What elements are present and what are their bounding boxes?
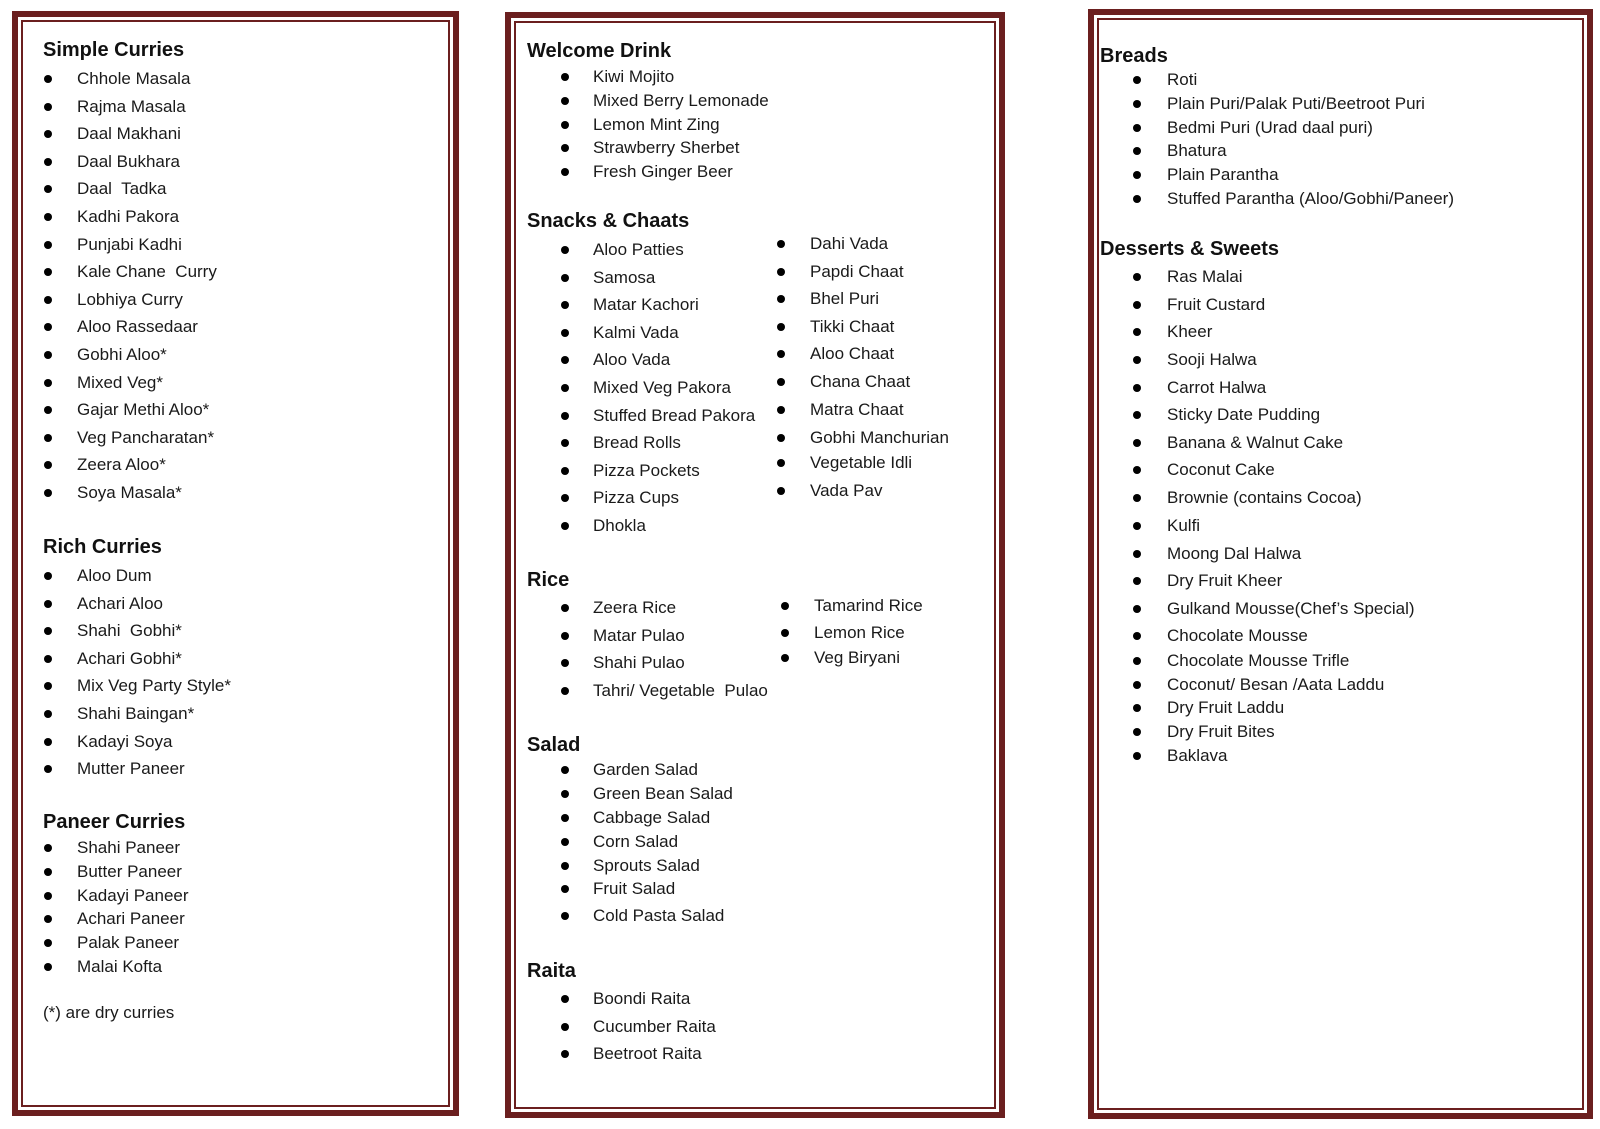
- bullet-icon: [561, 494, 569, 502]
- bullet-icon: [44, 868, 52, 876]
- menu-item: Shahi Gobhi*: [77, 621, 182, 640]
- menu-item: Baklava: [1167, 746, 1228, 765]
- bullet-icon: [1133, 411, 1141, 419]
- menu-item: Dahi Vada: [810, 234, 889, 253]
- menu-item: Pizza Pockets: [593, 461, 700, 480]
- menu-item: Aloo Chaat: [810, 344, 895, 363]
- bullet-icon: [44, 844, 52, 852]
- menu-item: Bhel Puri: [810, 289, 879, 308]
- bullet-icon: [1133, 632, 1141, 640]
- section-title-desserts-sweets: Desserts & Sweets: [1100, 238, 1279, 260]
- menu-item: Gajar Methi Aloo*: [77, 400, 210, 419]
- menu-item: Green Bean Salad: [593, 784, 733, 803]
- bullet-icon: [561, 121, 569, 129]
- bullet-icon: [1133, 681, 1141, 689]
- bullet-icon: [44, 682, 52, 690]
- menu-item: Fruit Custard: [1167, 295, 1266, 314]
- menu-item: Matar Kachori: [593, 295, 699, 314]
- menu-item: Sooji Halwa: [1167, 350, 1257, 369]
- menu-item: Lemon Mint Zing: [593, 115, 720, 134]
- bullet-icon: [777, 459, 785, 467]
- bullet-icon: [1133, 124, 1141, 132]
- bullet-icon: [561, 168, 569, 176]
- menu-item: Chana Chaat: [810, 372, 911, 391]
- menu-item: Bedmi Puri (Urad daal puri): [1167, 118, 1373, 137]
- bullet-icon: [44, 461, 52, 469]
- menu-item: Aloo Patties: [593, 240, 684, 259]
- menu-item: Mixed Veg*: [77, 373, 163, 392]
- bullet-icon: [44, 627, 52, 635]
- menu-item: Daal Makhani: [77, 124, 181, 143]
- bullet-icon: [561, 97, 569, 105]
- panel-content: [511, 18, 999, 1112]
- bullet-icon: [1133, 466, 1141, 474]
- menu-item: Tikki Chaat: [810, 317, 895, 336]
- section-title-rice: Rice: [527, 569, 570, 591]
- bullet-icon: [44, 351, 52, 359]
- bullet-icon: [1133, 328, 1141, 336]
- dry-curries-note: (*) are dry curries: [43, 1003, 175, 1022]
- bullet-icon: [561, 687, 569, 695]
- menu-item: Shahi Baingan*: [77, 704, 195, 723]
- bullet-icon: [1133, 301, 1141, 309]
- menu-item: Dry Fruit Laddu: [1167, 698, 1285, 717]
- bullet-icon: [1133, 752, 1141, 760]
- bullet-icon: [777, 378, 785, 386]
- bullet-icon: [561, 356, 569, 364]
- bullet-icon: [44, 213, 52, 221]
- menu-item: Pizza Cups: [593, 488, 679, 507]
- bullet-icon: [561, 467, 569, 475]
- bullet-icon: [561, 766, 569, 774]
- section-title-breads: Breads: [1100, 45, 1168, 67]
- bullet-icon: [777, 295, 785, 303]
- bullet-icon: [777, 434, 785, 442]
- bullet-icon: [44, 489, 52, 497]
- section-title-simple-curries: Simple Curries: [43, 39, 185, 61]
- bullet-icon: [561, 814, 569, 822]
- bullet-icon: [777, 487, 785, 495]
- menu-item: Fresh Ginger Beer: [593, 162, 733, 181]
- menu-item: Achari Paneer: [77, 909, 185, 928]
- bullet-icon: [561, 995, 569, 1003]
- bullet-icon: [44, 323, 52, 331]
- bullet-icon: [44, 572, 52, 580]
- menu-item: Boondi Raita: [593, 989, 691, 1008]
- bullet-icon: [781, 602, 789, 610]
- bullet-icon: [561, 912, 569, 920]
- bullet-icon: [777, 268, 785, 276]
- menu-item: Shahi Pulao: [593, 653, 685, 672]
- bullet-icon: [561, 522, 569, 530]
- bullet-icon: [561, 412, 569, 420]
- menu-item: Cold Pasta Salad: [593, 906, 725, 925]
- bullet-icon: [44, 130, 52, 138]
- menu-item: Carrot Halwa: [1167, 378, 1267, 397]
- menu-item: Moong Dal Halwa: [1167, 544, 1302, 563]
- bullet-icon: [561, 384, 569, 392]
- bullet-icon: [44, 75, 52, 83]
- menu-item: Fruit Salad: [593, 879, 676, 898]
- menu-item: Sprouts Salad: [593, 856, 700, 875]
- bullet-icon: [1133, 439, 1141, 447]
- menu-item: Plain Parantha: [1167, 165, 1279, 184]
- menu-item: Aloo Dum: [77, 566, 152, 585]
- bullet-icon: [561, 632, 569, 640]
- bullet-icon: [1133, 171, 1141, 179]
- section-title-welcome-drink: Welcome Drink: [527, 40, 672, 62]
- bullet-icon: [1133, 704, 1141, 712]
- bullet-icon: [44, 103, 52, 111]
- panel-content: [1094, 15, 1587, 1113]
- menu-item: Daal Bukhara: [77, 152, 181, 171]
- bullet-icon: [44, 738, 52, 746]
- bullet-icon: [561, 604, 569, 612]
- menu-item: Coconut Cake: [1167, 460, 1275, 479]
- section-title-paneer-curries: Paneer Curries: [43, 811, 186, 833]
- menu-item: Stuffed Parantha (Aloo/Gobhi/Paneer): [1167, 189, 1454, 208]
- bullet-icon: [44, 600, 52, 608]
- bullet-icon: [1133, 605, 1141, 613]
- bullet-icon: [1133, 577, 1141, 585]
- menu-item: Mixed Veg Pakora: [593, 378, 731, 397]
- bullet-icon: [561, 144, 569, 152]
- menu-item: Palak Paneer: [77, 933, 180, 952]
- menu-item: Cabbage Salad: [593, 808, 711, 827]
- menu-item: Mix Veg Party Style*: [77, 676, 232, 695]
- menu-item: Zeera Rice: [593, 598, 677, 617]
- menu-item: Butter Paneer: [77, 862, 182, 881]
- menu-item: Stuffed Bread Pakora: [593, 406, 756, 425]
- menu-item: Rajma Masala: [77, 97, 186, 116]
- menu-item: Veg Biryani: [814, 648, 900, 667]
- menu-item: Banana & Walnut Cake: [1167, 433, 1344, 452]
- bullet-icon: [1133, 76, 1141, 84]
- bullet-icon: [1133, 522, 1141, 530]
- bullet-icon: [781, 629, 789, 637]
- bullet-icon: [44, 185, 52, 193]
- menu-item: Lobhiya Curry: [77, 290, 183, 309]
- bullet-icon: [44, 939, 52, 947]
- menu-item: Vegetable Idli: [810, 453, 913, 472]
- bullet-icon: [561, 274, 569, 282]
- bullet-icon: [781, 654, 789, 662]
- bullet-icon: [777, 240, 785, 248]
- menu-item: Cucumber Raita: [593, 1017, 716, 1036]
- bullet-icon: [561, 838, 569, 846]
- menu-item: Dry Fruit Kheer: [1167, 571, 1283, 590]
- menu-item: Mutter Paneer: [77, 759, 185, 778]
- menu-item: Achari Gobhi*: [77, 649, 182, 668]
- bullet-icon: [1133, 550, 1141, 558]
- bullet-icon: [561, 439, 569, 447]
- bullet-icon: [1133, 147, 1141, 155]
- bullet-icon: [561, 329, 569, 337]
- bullet-icon: [561, 73, 569, 81]
- menu-item: Kadhi Pakora: [77, 207, 180, 226]
- menu-item: Aloo Rassedaar: [77, 317, 198, 336]
- section-title-raita: Raita: [527, 960, 576, 982]
- bullet-icon: [44, 296, 52, 304]
- bullet-icon: [1133, 195, 1141, 203]
- menu-item: Gulkand Mousse(Chef’s Special): [1167, 599, 1415, 618]
- menu-item: Beetroot Raita: [593, 1044, 702, 1063]
- menu-item: Mixed Berry Lemonade: [593, 91, 769, 110]
- menu-item: Chhole Masala: [77, 69, 191, 88]
- bullet-icon: [1133, 728, 1141, 736]
- menu-item: Punjabi Kadhi: [77, 235, 182, 254]
- menu-item: Gobhi Aloo*: [77, 345, 167, 364]
- bullet-icon: [44, 963, 52, 971]
- menu-item: Corn Salad: [593, 832, 679, 851]
- menu-item: Roti: [1167, 70, 1198, 89]
- bullet-icon: [44, 158, 52, 166]
- menu-item: Plain Puri/Palak Puti/Beetroot Puri: [1167, 94, 1425, 113]
- bullet-icon: [44, 379, 52, 387]
- menu-item: Kadayi Paneer: [77, 886, 189, 905]
- menu-item: Kiwi Mojito: [593, 67, 675, 86]
- menu-item: Vada Pav: [810, 481, 883, 500]
- bullet-icon: [561, 1050, 569, 1058]
- bullet-icon: [44, 434, 52, 442]
- menu-panel-drinks-snacks: [505, 12, 1005, 1118]
- bullet-icon: [777, 350, 785, 358]
- menu-panel-breads-desserts: [1088, 9, 1593, 1119]
- bullet-icon: [777, 323, 785, 331]
- menu-item: Tamarind Rice: [814, 596, 923, 615]
- menu-item: Soya Masala*: [77, 483, 182, 502]
- bullet-icon: [561, 790, 569, 798]
- menu-item: Matra Chaat: [810, 400, 904, 419]
- menu-item: Chocolate Mousse: [1167, 626, 1308, 645]
- bullet-icon: [777, 406, 785, 414]
- section-title-snacks-chaats: Snacks & Chaats: [527, 210, 690, 232]
- menu-item: Chocolate Mousse Trifle: [1167, 651, 1350, 670]
- menu-item: Matar Pulao: [593, 626, 685, 645]
- bullet-icon: [44, 710, 52, 718]
- menu-item: Malai Kofta: [77, 957, 163, 976]
- menu-item: Dhokla: [593, 516, 646, 535]
- menu-panel-curries: [12, 11, 459, 1116]
- bullet-icon: [1133, 100, 1141, 108]
- menu-item: Sticky Date Pudding: [1167, 405, 1321, 424]
- menu-item: Brownie (contains Cocoa): [1167, 488, 1362, 507]
- bullet-icon: [44, 268, 52, 276]
- bullet-icon: [44, 655, 52, 663]
- menu-item: Achari Aloo: [77, 594, 163, 613]
- section-title-salad: Salad: [527, 734, 581, 756]
- menu-item: Zeera Aloo*: [77, 455, 166, 474]
- menu-item: Ras Malai: [1167, 267, 1243, 286]
- menu-item: Strawberry Sherbet: [593, 138, 740, 157]
- bullet-icon: [1133, 273, 1141, 281]
- bullet-icon: [561, 862, 569, 870]
- menu-item: Tahri/ Vegetable Pulao: [593, 681, 768, 700]
- section-title-rich-curries: Rich Curries: [43, 536, 162, 558]
- menu-item: Kheer: [1167, 322, 1213, 341]
- bullet-icon: [1133, 356, 1141, 364]
- panel-content: [18, 17, 453, 1110]
- menu-item: Coconut/ Besan /Aata Laddu: [1167, 675, 1385, 694]
- bullet-icon: [1133, 384, 1141, 392]
- menu-item: Garden Salad: [593, 760, 698, 779]
- bullet-icon: [561, 246, 569, 254]
- bullet-icon: [44, 765, 52, 773]
- menu-item: Samosa: [593, 268, 656, 287]
- menu-item: Daal Tadka: [77, 179, 167, 198]
- menu-item: Aloo Vada: [593, 350, 671, 369]
- menu-item: Gobhi Manchurian: [810, 428, 949, 447]
- bullet-icon: [561, 301, 569, 309]
- menu-item: Shahi Paneer: [77, 838, 181, 857]
- bullet-icon: [561, 885, 569, 893]
- menu-item: Dry Fruit Bites: [1167, 722, 1275, 741]
- menu-item: Kale Chane Curry: [77, 262, 217, 281]
- bullet-icon: [44, 892, 52, 900]
- bullet-icon: [44, 241, 52, 249]
- bullet-icon: [561, 659, 569, 667]
- menu-item: Veg Pancharatan*: [77, 428, 215, 447]
- bullet-icon: [1133, 657, 1141, 665]
- menu-item: Lemon Rice: [814, 623, 905, 642]
- bullet-icon: [561, 1023, 569, 1031]
- bullet-icon: [44, 915, 52, 923]
- bullet-icon: [44, 406, 52, 414]
- menu-item: Papdi Chaat: [810, 262, 904, 281]
- bullet-icon: [1133, 494, 1141, 502]
- menu-item: Kulfi: [1167, 516, 1201, 535]
- menu-item: Kadayi Soya: [77, 732, 173, 751]
- menu-item: Bhatura: [1167, 141, 1227, 160]
- menu-item: Kalmi Vada: [593, 323, 679, 342]
- menu-item: Bread Rolls: [593, 433, 681, 452]
